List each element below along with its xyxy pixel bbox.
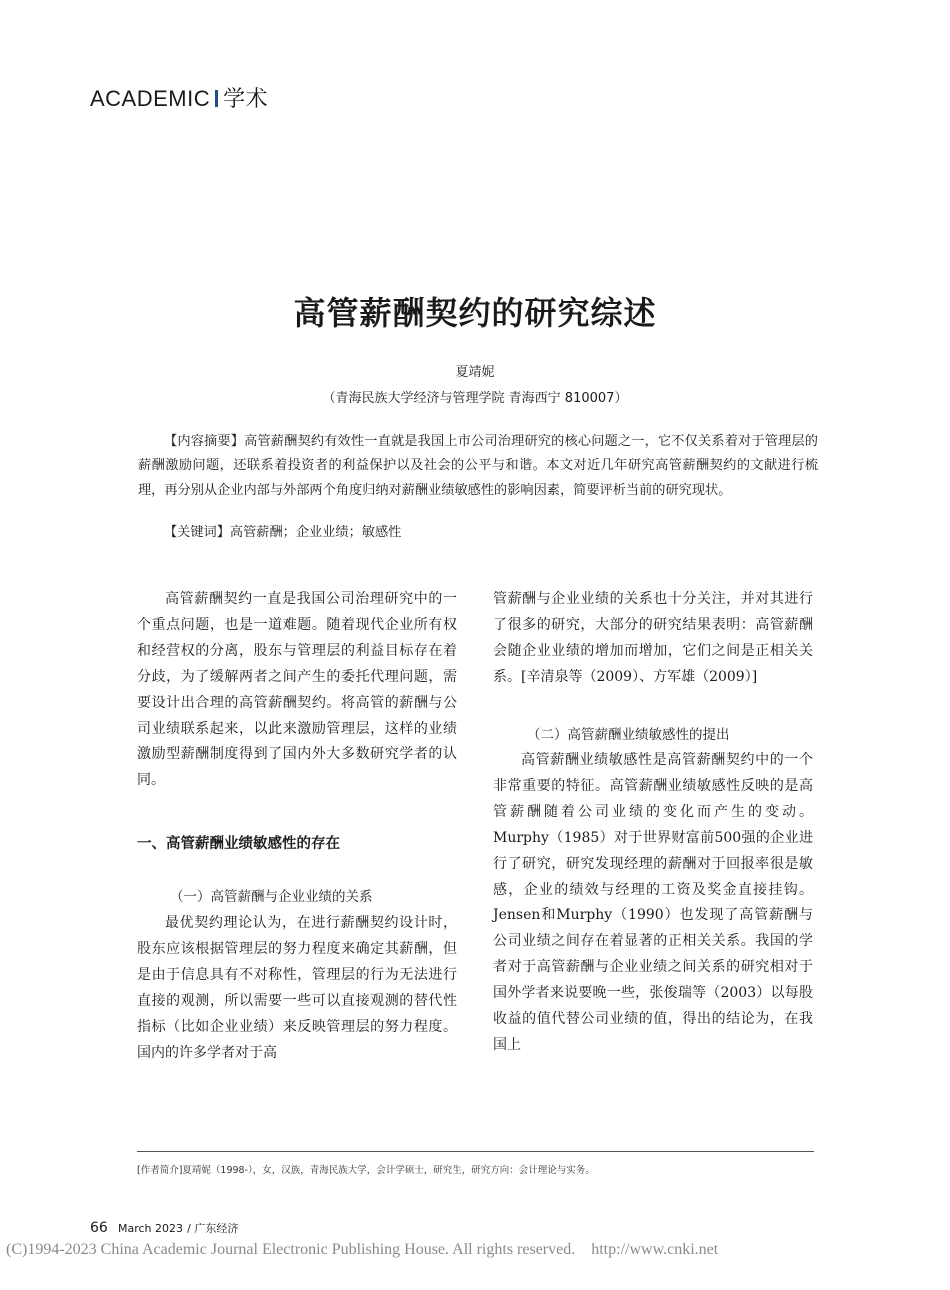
copyright-url[interactable]: http://www.cnki.net <box>591 1241 719 1258</box>
intro-paragraph: 高管薪酬契约一直是我国公司治理研究中的一个重点问题，也是一道难题。随着现代企业所有权和经营权的分离，股东与管理层的利益目标存在着分歧，为了缓解两者之间产生的委托代理问题，需要设计出合理的高管薪酬契约。将高管的薪酬与公司业绩联系起来，以此来激励管理层，这样的业绩激励型薪酬制度得到了国内外大多数研究学者的认同。 <box>137 591 457 789</box>
author-name: 夏靖妮 <box>455 365 495 380</box>
header-divider-bar <box>215 90 218 107</box>
section-header <box>90 82 268 113</box>
author-footnote: [作者简介]夏靖妮（1998-），女，汉族，青海民族大学，会计学硕士，研究生，研究方向：会计理论与实务。 <box>137 1165 595 1176</box>
author-affiliation: （青海民族大学经济与管理学院 青海西宁 810007） <box>322 391 628 406</box>
section-label-cn: 学术 <box>223 86 269 111</box>
keywords: 【关键词】高管薪酬；企业业绩；敏感性 <box>164 525 402 540</box>
section-label-en: ACADEMIC <box>90 86 211 111</box>
sub2-paragraph: 高管薪酬业绩敏感性是高管薪酬契约中的一个非常重要的特征。高管薪酬业绩敏感性反映的是高管薪酬随着公司业绩的变化而产生的变动。Murphy（1985）对于世界财富前500强的企业进行了研究，研究发现经理的薪酬对于回报率很是敏感，企业的绩效与经理的工资及奖金直接挂钩。Jensen和Murphy（1990）也发现了高管薪酬与公司业绩之间存在着显著的正相关关系。我国的学者对于高管薪酬与企业业绩之间关系的研究相对于国外学者来说要晚一些，张俊瑞等（2003）以每股收益的值代替公司业绩的值，得出的结论为，在我国上 <box>493 752 813 1053</box>
abstract: 【内容摘要】高管薪酬契约有效性一直就是我国上市公司治理研究的核心问题之一，它不仅关系着对于管理层的薪酬激励问题，还联系着投资者的利益保护以及社会的公平与和谐。本文对近几年研究高管薪酬契约的文献进行梳理，再分别从企业内部与外部两个角度归纳对薪酬业绩敏感性的影响因素，简要评析当前的研究现状。 <box>138 434 818 498</box>
sub1-paragraph: 最优契约理论认为，在进行薪酬契约设计时，股东应该根据管理层的努力程度来确定其薪酬，但是由于信息具有不对称性，管理层的行为无法进行直接的观测，所以需要一些可以直接观测的替代性指标（比如企业业绩）来反映管理层的努力程度。国内的许多学者对于高 <box>137 915 457 1061</box>
copyright-notice <box>6 1241 718 1259</box>
left-column-sub1 <box>137 911 457 1066</box>
issue-date: March 2023 <box>117 1222 183 1235</box>
right-column-cont <box>493 587 813 691</box>
page-footer <box>90 1220 238 1236</box>
section-heading-1: 一、高管薪酬业绩敏感性的存在 <box>137 836 340 852</box>
page-number: 66 <box>90 1220 108 1236</box>
left-column-intro <box>137 587 457 794</box>
subsection-heading-1: （一）高管薪酬与企业业绩的关系 <box>170 889 373 905</box>
continued-paragraph: 管薪酬与企业业绩的关系也十分关注，并对其进行了很多的研究，大部分的研究结果表明：高管薪酬会随企业业绩的增加而增加，它们之间是正相关关系。[辛清泉等（2009）、方军雄（2009）] <box>493 591 813 685</box>
subsection-heading-2: （二）高管薪酬业绩敏感性的提出 <box>527 727 730 743</box>
journal-name: / 广东经济 <box>187 1222 239 1235</box>
article-title: 高管薪酬契约的研究综述 <box>293 294 657 332</box>
copyright-text: (C)1994-2023 China Academic Journal Electronic Publishing House. All rights reserved. <box>6 1241 576 1258</box>
footnote-divider <box>137 1151 814 1152</box>
right-column-sub2 <box>493 748 813 1059</box>
